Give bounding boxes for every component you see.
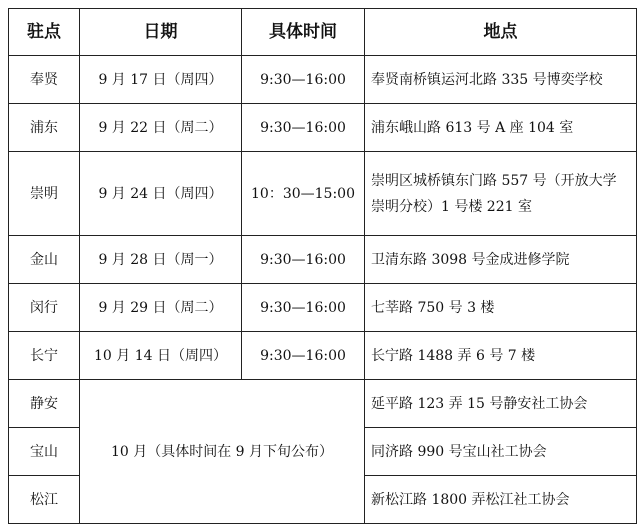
place-cell: 奉贤南桥镇运河北路 335 号博奕学校 bbox=[365, 56, 637, 104]
place-cell: 浦东峨山路 613 号 A 座 104 室 bbox=[365, 104, 637, 152]
station-cell: 松江 bbox=[9, 476, 80, 524]
time-cell: 9:30—16:00 bbox=[242, 284, 365, 332]
station-cell: 闵行 bbox=[9, 284, 80, 332]
table-row bbox=[9, 152, 637, 236]
date-cell: 10 月 14 日（周四） bbox=[80, 332, 242, 380]
station-cell: 崇明 bbox=[9, 152, 80, 236]
station-cell: 长宁 bbox=[9, 332, 80, 380]
place-cell: 新松江路 1800 弄松江社工协会 bbox=[365, 476, 637, 524]
date-cell: 9 月 28 日（周一） bbox=[80, 236, 242, 284]
place-cell: 七莘路 750 号 3 楼 bbox=[365, 284, 637, 332]
merged-date-note: 10 月（具体时间在 9 月下旬公布） bbox=[80, 380, 365, 524]
station-cell: 金山 bbox=[9, 236, 80, 284]
date-cell: 9 月 29 日（周二） bbox=[80, 284, 242, 332]
table-row bbox=[9, 380, 637, 428]
header-time: 具体时间 bbox=[242, 9, 365, 56]
table-row bbox=[9, 284, 637, 332]
station-cell: 静安 bbox=[9, 380, 80, 428]
header-date: 日期 bbox=[80, 9, 242, 56]
table-row bbox=[9, 236, 637, 284]
header-station: 驻点 bbox=[9, 9, 80, 56]
date-cell: 9 月 17 日（周四） bbox=[80, 56, 242, 104]
time-cell: 9:30—16:00 bbox=[242, 332, 365, 380]
station-cell: 奉贤 bbox=[9, 56, 80, 104]
date-cell: 9 月 24 日（周四） bbox=[80, 152, 242, 236]
place-cell: 长宁路 1488 弄 6 号 7 楼 bbox=[365, 332, 637, 380]
date-cell: 9 月 22 日（周二） bbox=[80, 104, 242, 152]
table-row bbox=[9, 104, 637, 152]
place-cell: 崇明区城桥镇东门路 557 号（开放大学崇明分校）1 号楼 221 室 bbox=[365, 152, 637, 236]
time-cell: 9:30—16:00 bbox=[242, 104, 365, 152]
place-cell: 同济路 990 号宝山社工协会 bbox=[365, 428, 637, 476]
time-cell: 10：30—15:00 bbox=[242, 152, 365, 236]
place-cell: 卫清东路 3098 号金成进修学院 bbox=[365, 236, 637, 284]
header-row bbox=[9, 9, 637, 56]
header-place: 地点 bbox=[365, 9, 637, 56]
table-row bbox=[9, 56, 637, 104]
station-cell: 宝山 bbox=[9, 428, 80, 476]
time-cell: 9:30—16:00 bbox=[242, 236, 365, 284]
table-row bbox=[9, 332, 637, 380]
place-cell: 延平路 123 弄 15 号静安社工协会 bbox=[365, 380, 637, 428]
time-cell: 9:30—16:00 bbox=[242, 56, 365, 104]
station-cell: 浦东 bbox=[9, 104, 80, 152]
schedule-table bbox=[8, 8, 637, 524]
